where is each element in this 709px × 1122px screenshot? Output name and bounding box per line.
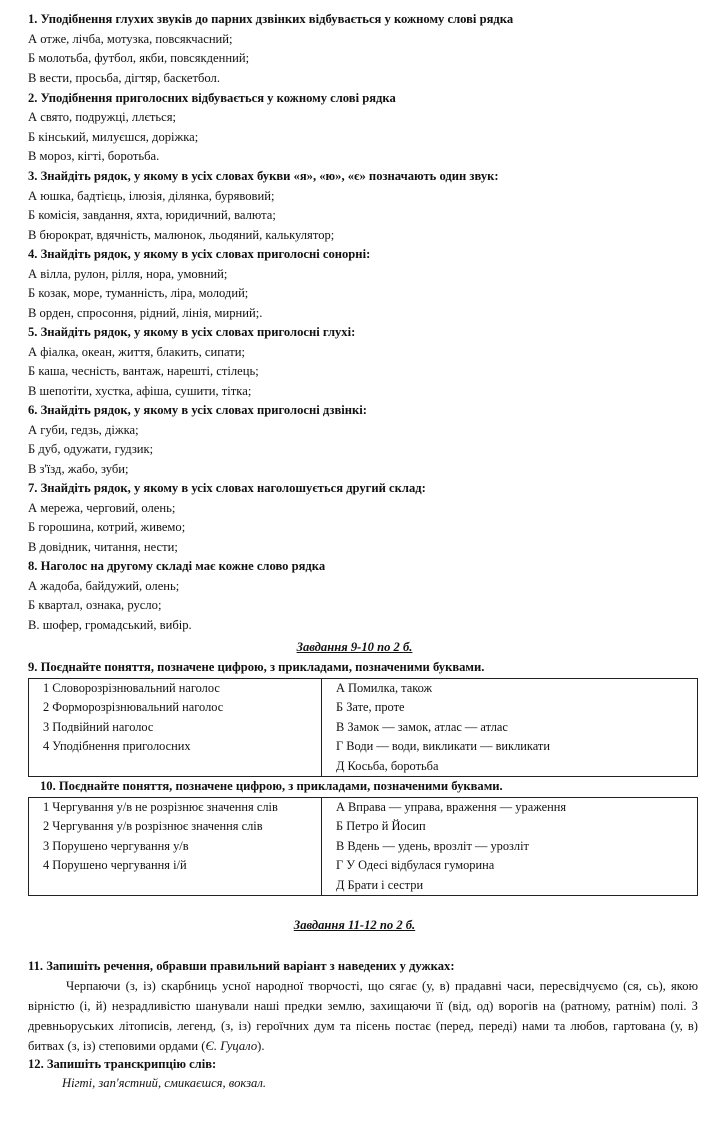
task-1-option-a: А отже, лічба, мотузка, повсякчасний;	[28, 32, 233, 46]
task-8-option-b: Б квартал, ознака, русло;	[28, 598, 162, 612]
task-9-question: 9. Поєднайте поняття, позначене цифрою, з прикладами, позначеними буквами.	[28, 660, 485, 674]
task-9-example-b: Б Зате, проте	[336, 700, 405, 715]
task-11-question: 11. Запишіть речення, обравши правильний варіант з наведених у дужках:	[28, 959, 455, 973]
task-8-question: 8. Наголос на другому складі має кожне слово рядка	[28, 559, 326, 573]
task-3-question: 3. Знайдіть рядок, у якому в усіх словах букви «я», «ю», «є» позначають один звук:	[28, 169, 499, 183]
task-12-words: Нігті, зап'ястний, смикаєшся, вокзал.	[62, 1076, 266, 1090]
task-5-option-b: Б каша, чесність, вантаж, нарешті, стілець;	[28, 364, 259, 378]
task-2-option-b: Б кінський, милуєшся, доріжка;	[28, 130, 199, 144]
task-10-concept-1: 1 Чергування у/в не розрізнює значення слів	[43, 800, 278, 814]
task-9-examples	[322, 679, 698, 777]
task-2-option-a: А свято, подружці, ллється;	[28, 110, 177, 124]
task-3-option-b: Б комісія, завдання, яхта, юридичний, валюта;	[28, 208, 276, 222]
task-11-body: Черпаючи (з, із) скарбниць усної народної творчості, що сягає (у, в) прадавні часи, пересвідчуємо (ся, сь), якою вірністю (і, й) незрадливістю шанували наші предки землю, захищаючи її (від, од) ворогів на (ратному, ратнім) полі. З древньоруських літописів, легенд, (з, із) героїчних дум та пісень постає (перед, переді) нами та любов, гартована (у, в) битвах (з, із) степовими ордами (	[28, 979, 698, 1053]
task-6-question: 6. Знайдіть рядок, у якому в усіх словах приголосні дзвінкі:	[28, 403, 367, 417]
task-9-concept-2: 2 Форморозрізнювальний наголос	[43, 700, 224, 715]
task-7-question: 7. Знайдіть рядок, у якому в усіх словах наголошується другий склад:	[28, 481, 426, 495]
task-10-concepts	[29, 798, 322, 896]
task-11-author: Є. Гуцало	[205, 1039, 258, 1053]
task-10-examples	[322, 798, 698, 896]
task-3-option-c: В бюрократ, вдячність, малюнок, льодяний, калькулятор;	[28, 228, 335, 242]
task-7-option-b: Б горошина, котрий, живемо;	[28, 520, 186, 534]
task-4-option-c: В орден, спросоння, рідний, лінія, мирний;.	[28, 306, 263, 320]
task-7-option-c: В довідник, читання, нести;	[28, 540, 178, 554]
task-1-option-b: Б молотьба, футбол, якби, повсякденний;	[28, 51, 250, 65]
task-4-option-a: А вілла, рулон, рілля, нора, умовний;	[28, 267, 228, 281]
section-11-12-heading: Завдання 11-12 по 2 б.	[293, 918, 416, 932]
task-9-example-e: Д Косьба, боротьба	[336, 758, 439, 773]
task-8-option-a: А жадоба, байдужий, олень;	[28, 579, 180, 593]
task-9-example-d: Г Води — води, викликати — викликати	[336, 739, 550, 754]
task-10-concept-3: 3 Порушено чергування у/в	[43, 838, 189, 853]
task-10-example-d: Г У Одесі відбулася гуморина	[336, 858, 495, 873]
task-10-concept-4: 4 Порушено чергування і/й	[43, 858, 187, 873]
task-11-text	[28, 976, 698, 1056]
task-9-concept-3: 3 Подвійний наголос	[43, 719, 154, 734]
task-9-example-a: А Помилка, також	[336, 681, 433, 695]
task-1-option-c: В вести, просьба, дігтяр, баскетбол.	[28, 71, 220, 85]
task-2-option-c: В мороз, кігті, боротьба.	[28, 149, 160, 163]
task-10-example-a: А Вправа — управа, враження — ураження	[336, 800, 567, 814]
task-9-concept-4: 4 Уподібнення приголосних	[43, 739, 191, 754]
task-11-tail: ).	[257, 1039, 265, 1053]
task-10-concept-2: 2 Чергування у/в розрізнює значення слів	[43, 819, 263, 834]
task-10-example-c: В Вдень — удень, врозліт — урозліт	[336, 838, 529, 853]
task-3-option-a: А юшка, бадтієць, ілюзія, ділянка, бурявовий;	[28, 189, 275, 203]
task-12-question: 12. Запишіть транскрипцію слів:	[28, 1057, 217, 1071]
task-5-question: 5. Знайдіть рядок, у якому в усіх словах приголосні глухі:	[28, 325, 356, 339]
task-10-example-e: Д Брати і сестри	[336, 877, 424, 892]
section-9-10-heading: Завдання 9-10 по 2 б.	[296, 640, 413, 654]
task-5-option-c: В шепотіти, хустка, афіша, сушити, тітка;	[28, 384, 252, 398]
task-10-matching-table	[28, 797, 698, 896]
task-4-question: 4. Знайдіть рядок, у якому в усіх словах приголосні сонорні:	[28, 247, 371, 261]
task-1-question: 1. Уподібнення глухих звуків до парних дзвінких відбувається у кожному слові рядка	[28, 12, 514, 26]
task-5-option-a: А фіалка, океан, життя, блакить, сипати;	[28, 345, 245, 359]
task-10-example-b: Б Петро й Йосип	[336, 819, 426, 834]
task-2-question: 2. Уподібнення приголосних відбувається у кожному слові рядка	[28, 91, 396, 105]
task-9-example-c: В Замок — замок, атлас — атлас	[336, 719, 508, 734]
task-9-matching-table	[28, 678, 698, 777]
task-4-option-b: Б козак, море, туманність, ліра, молодий;	[28, 286, 249, 300]
task-10-question: 10. Поєднайте поняття, позначене цифрою, з прикладами, позначеними буквами.	[40, 779, 503, 793]
task-9-concept-1: 1 Словорозрізнювальний наголос	[43, 681, 220, 695]
task-8-option-c: В. шофер, громадський, вибір.	[28, 618, 192, 632]
task-6-option-a: А губи, гедзь, діжка;	[28, 423, 139, 437]
task-6-option-b: Б дуб, одужати, гудзик;	[28, 442, 154, 456]
task-6-option-c: В з'їзд, жабо, зуби;	[28, 462, 129, 476]
task-9-concepts	[29, 679, 322, 777]
task-7-option-a: А мережа, черговий, олень;	[28, 501, 176, 515]
